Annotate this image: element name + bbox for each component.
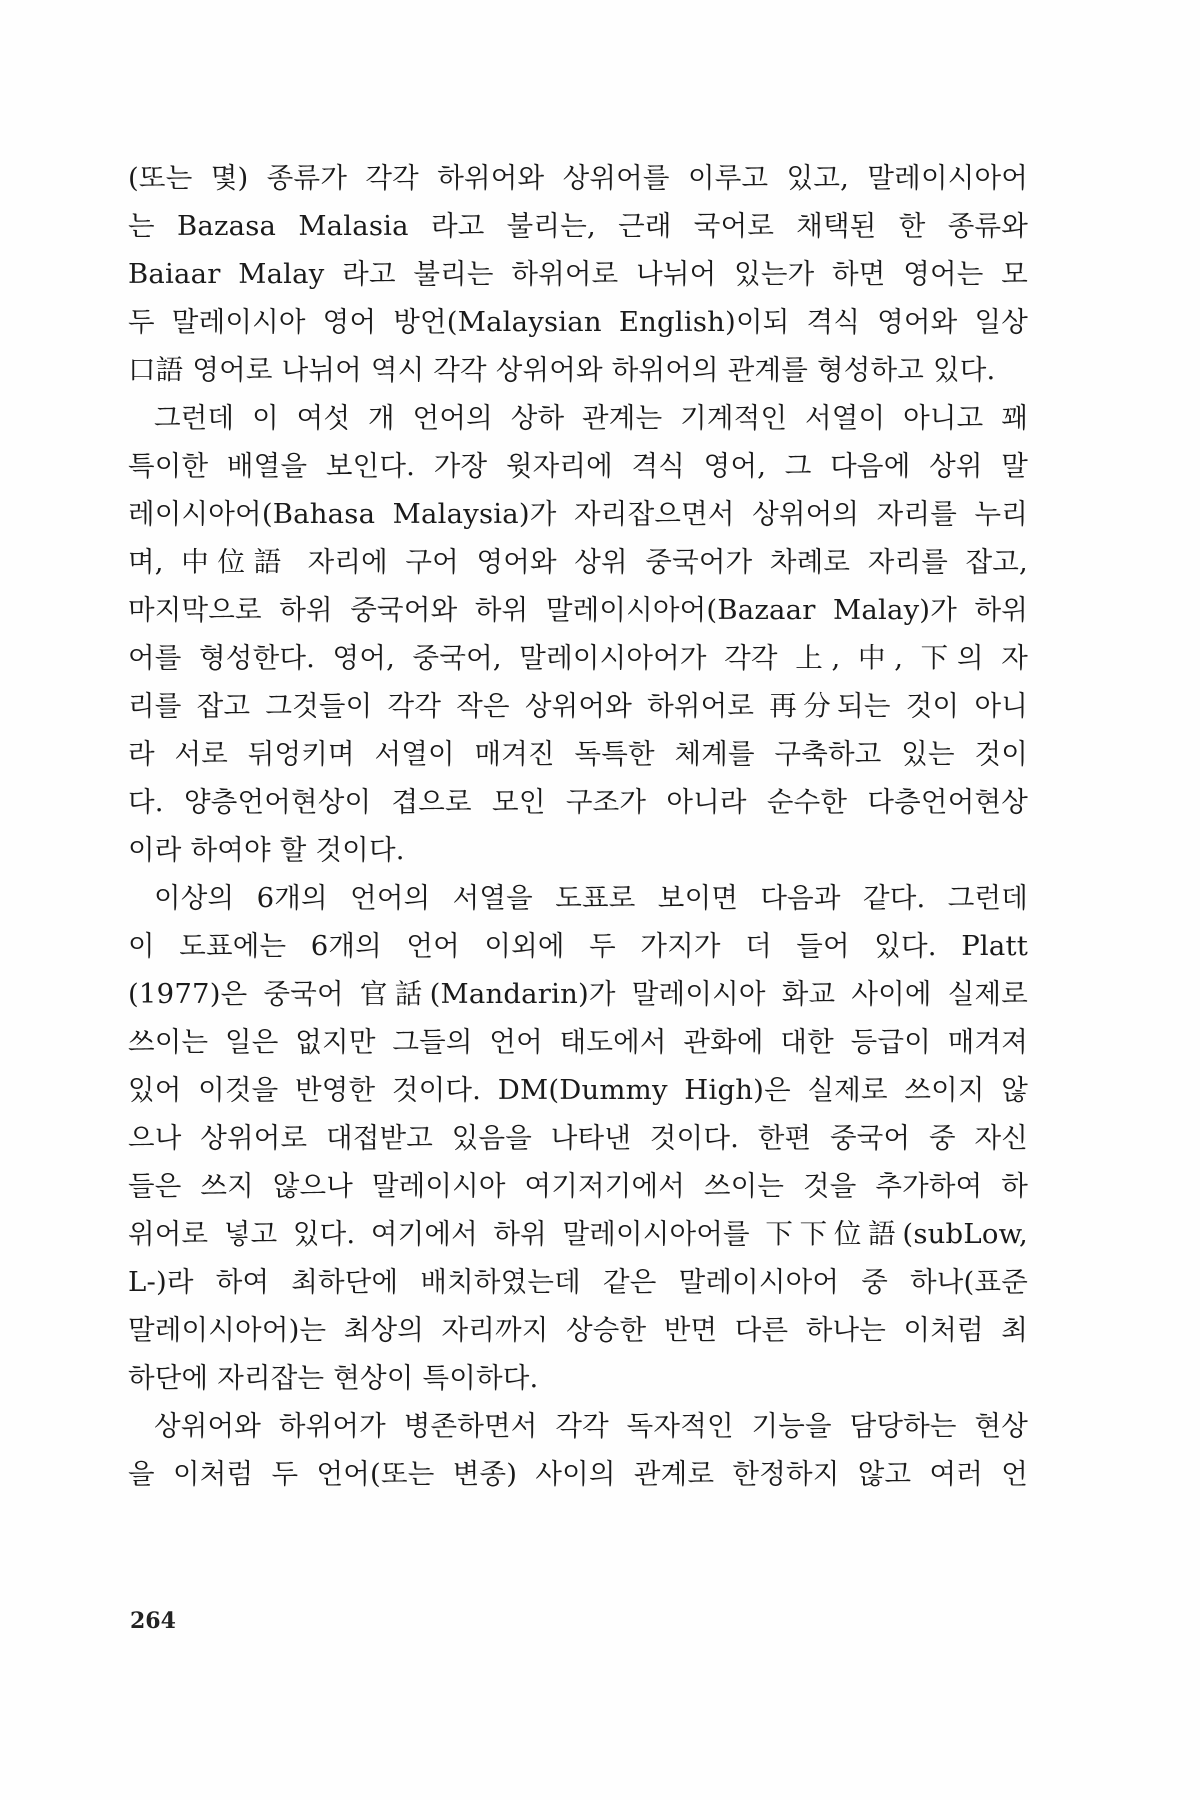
text-line: 말레이시아어)는 최상의 자리까지 상승한 반면 다른 하나는 이처럼 최: [128, 1314, 1028, 1346]
paragraph-2: [128, 394, 1028, 874]
text-line: 으나 상위어로 대접받고 있음을 나타낸 것이다. 한편 중국어 중 자신: [128, 1122, 1028, 1154]
paragraph-3: [128, 874, 1028, 1402]
text-line: 그런데 이 여섯 개 언어의 상하 관계는 기계적인 서열이 아니고 꽤: [154, 402, 1028, 434]
text-line: 하단에 자리잡는 현상이 특이하다.: [128, 1362, 539, 1394]
text-line: 두 말레이시아 영어 방언(Malaysian English)이되 격식 영어와 일상: [128, 306, 1028, 338]
text-line: (1977)은 중국어 官話(Mandarin)가 말레이시아 화교 사이에 실제로: [128, 978, 1028, 1010]
body-text: [128, 154, 1028, 1498]
text-line: 쓰이는 일은 없지만 그들의 언어 태도에서 관화에 대한 등급이 매겨져: [128, 1026, 1028, 1058]
text-line: L-)라 하여 최하단에 배치하였는데 같은 말레이시아어 중 하나(표준: [128, 1266, 1028, 1298]
page-number: 264: [130, 1608, 176, 1634]
text-line: 다. 양층언어현상이 겹으로 모인 구조가 아니라 순수한 다층언어현상: [128, 786, 1028, 818]
text-line: 이라 하여야 할 것이다.: [128, 834, 405, 866]
paragraph-1: [128, 154, 1028, 394]
text-line: 상위어와 하위어가 병존하면서 각각 독자적인 기능을 담당하는 현상: [154, 1410, 1028, 1442]
text-line: 는 Bazasa Malasia 라고 불리는, 근래 국어로 채택된 한 종류와: [128, 210, 1028, 242]
text-line: 리를 잡고 그것들이 각각 작은 상위어와 하위어로 再分되는 것이 아니: [128, 690, 1028, 722]
text-line: (또는 몇) 종류가 각각 하위어와 상위어를 이루고 있고, 말레이시아어: [128, 162, 1028, 194]
text-line: 있어 이것을 반영한 것이다. DM(Dummy High)은 실제로 쓰이지 않: [128, 1074, 1028, 1106]
text-line: 마지막으로 하위 중국어와 하위 말레이시아어(Bazaar Malay)가 하위: [128, 594, 1028, 626]
paragraph-4: [128, 1402, 1028, 1498]
text-line: 口語 영어로 나뉘어 역시 각각 상위어와 하위어의 관계를 형성하고 있다.: [128, 354, 996, 386]
text-line: 특이한 배열을 보인다. 가장 윗자리에 격식 영어, 그 다음에 상위 말: [128, 450, 1028, 482]
text-line: 들은 쓰지 않으나 말레이시아 여기저기에서 쓰이는 것을 추가하여 하: [128, 1170, 1028, 1202]
text-line: 이상의 6개의 언어의 서열을 도표로 보이면 다음과 같다. 그런데: [154, 882, 1028, 914]
text-line: 라 서로 뒤엉키며 서열이 매겨진 독특한 체계를 구축하고 있는 것이: [128, 738, 1028, 770]
text-line: 며, 中位語 자리에 구어 영어와 상위 중국어가 차례로 자리를 잡고,: [128, 546, 1028, 578]
text-line: 위어로 넣고 있다. 여기에서 하위 말레이시아어를 下下位語(subLow,: [128, 1218, 1028, 1250]
text-line: 레이시아어(Bahasa Malaysia)가 자리잡으면서 상위어의 자리를 누리: [128, 498, 1028, 530]
text-line: 어를 형성한다. 영어, 중국어, 말레이시아어가 각각 上, 中, 下의 자: [128, 642, 1028, 674]
text-line: 이 도표에는 6개의 언어 이외에 두 가지가 더 들어 있다. Platt: [128, 930, 1028, 962]
text-line: 을 이처럼 두 언어(또는 변종) 사이의 관계로 한정하지 않고 여러 언: [128, 1458, 1028, 1490]
text-line: Baiaar Malay 라고 불리는 하위어로 나뉘어 있는가 하면 영어는 모: [128, 258, 1028, 290]
